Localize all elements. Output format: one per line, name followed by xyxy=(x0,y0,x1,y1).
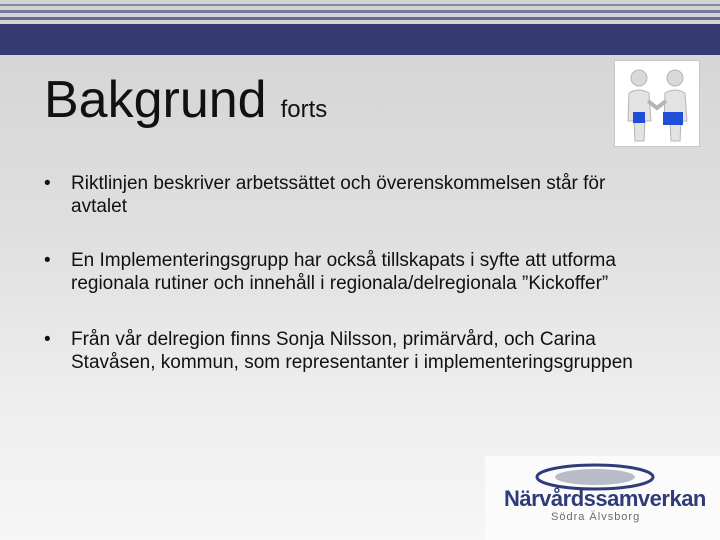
handshake-figures-graphic xyxy=(615,61,699,146)
logo-region: Södra Älvsborg xyxy=(551,511,641,523)
title-suffix: forts xyxy=(280,96,328,123)
header-stripe xyxy=(0,4,720,6)
bullet-text: Riktlinjen beskriver arbetssättet och överenskommelsen står för avtalet xyxy=(71,173,606,217)
title-main: Bakgrund xyxy=(44,71,267,129)
bullet-marker: • xyxy=(44,329,51,350)
bullet-text: Från vår delregion finns Sonja Nilsson, primärvård, och Carina Stavåsen, kommun, som representanter i implementeringsgruppen xyxy=(71,329,633,373)
list-item xyxy=(44,328,644,374)
bullet-marker: • xyxy=(44,173,51,194)
header-band xyxy=(0,24,720,55)
header-stripes xyxy=(0,0,720,60)
bullet-text: En Implementeringsgrupp har också tillskapats i syfte att utforma regionala rutiner och innehåll i regionala/delregionala ”Kickoffer” xyxy=(71,250,616,294)
organization-logo xyxy=(485,456,720,540)
header-stripe xyxy=(0,10,720,13)
handshake-figures-icon xyxy=(614,60,700,147)
slide-title xyxy=(44,70,327,130)
bullet-marker: • xyxy=(44,250,51,271)
list-item xyxy=(44,249,644,295)
logo-name: Närvårdssamverkan xyxy=(504,486,706,511)
bullet-list xyxy=(44,172,644,407)
list-item xyxy=(44,172,644,218)
header-stripe xyxy=(0,17,720,20)
